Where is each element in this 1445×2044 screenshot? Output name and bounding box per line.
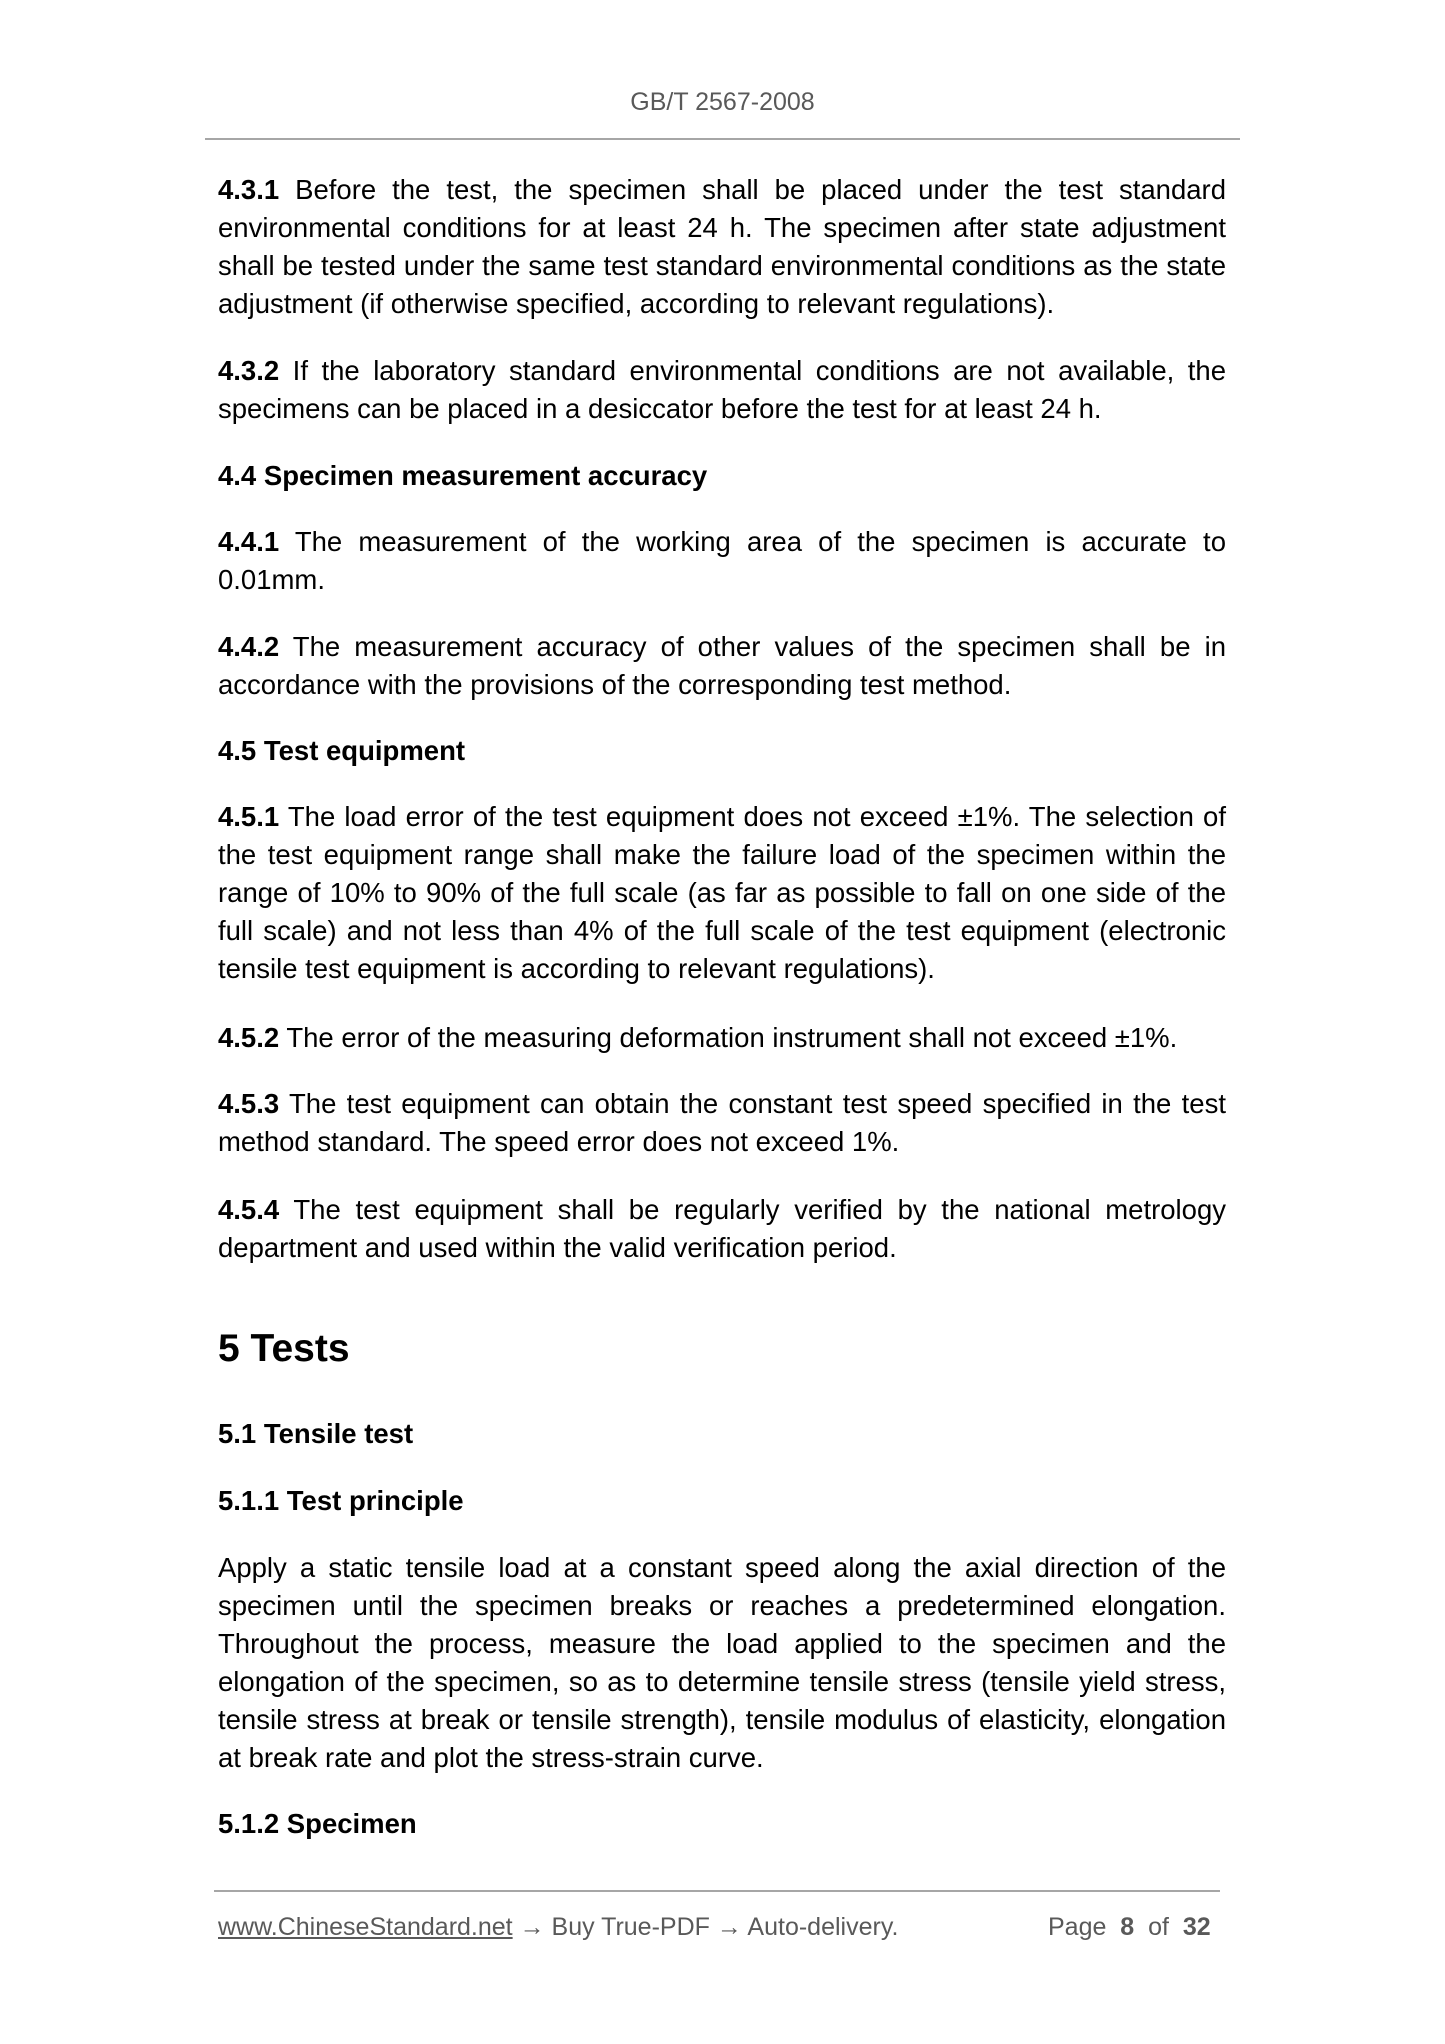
clause-4-5-3 [218,1085,1226,1161]
paragraph-test-principle [218,1549,1226,1777]
total-pages: 32 [1182,1913,1211,1941]
clause-number: 4.4.2 [218,631,280,662]
clause-text: The error of the measuring deformation instrument shall not exceed ±1%. [279,1022,1178,1053]
of-label: of [1148,1913,1169,1941]
heading-4-5: 4.5 Test equipment [218,735,466,766]
header-divider [205,138,1240,140]
clause-text: Before the test, the specimen shall be placed under the test standard environmental conditions for at least 24 h. The specimen after state adjustment shall be tested under the same test standard environmental conditions as the state adjustment (if otherwise specified, according to relevant regulations). [218,174,1226,319]
heading-5-1: 5.1 Tensile test [218,1418,414,1449]
buy-text: Buy True-PDF [551,1913,710,1941]
clause-text: The test equipment can obtain the constant test speed specified in the test method standard. The speed error does not exceed 1%. [218,1088,1226,1157]
clause-number: 4.5.4 [218,1194,280,1225]
heading-5-1-1: 5.1.1 Test principle [218,1485,464,1516]
arrow-icon: → [512,1913,552,1941]
clause-number: 4.5.3 [218,1088,280,1119]
website-link[interactable]: www.ChineseStandard.net [218,1913,513,1941]
clause-number: 4.5.2 [218,1022,280,1053]
clause-text: If the laboratory standard environmental conditions are not available, the specimens can be placed in a desiccator before the test for at least 24 h. [218,355,1226,424]
clause-4-4-1 [218,523,1226,599]
clause-4-4-2 [218,628,1226,704]
document-id-header: GB/T 2567-2008 [630,88,815,116]
clause-4-3-2 [218,352,1226,428]
page-indicator [1048,1912,1211,1942]
current-page: 8 [1120,1913,1135,1941]
clause-text: The load error of the test equipment does not exceed ±1%. The selection of the test equipment range shall make the failure load of the specimen within the range of 10% to 90% of the full scale (as far as possible to fall on one side of the full scale) and not less than 4% of the full scale of the test equipment (electronic tensile test equipment is according to relevant regulations). [218,801,1226,984]
paragraph-text: Apply a static tensile load at a constant speed along the axial direction of the specimen until the specimen breaks or reaches a predetermined elongation. Throughout the process, measure the load applied to the specimen and the elongation of the specimen, so as to determine tensile stress (tensile yield stress, tensile stress at break or tensile strength), tensile modulus of elasticity, elongation at break rate and plot the stress-strain curve. [218,1552,1226,1773]
footer-divider [214,1890,1220,1892]
heading-4-4: 4.4 Specimen measurement accuracy [218,460,708,491]
clause-text: The test equipment shall be regularly verified by the national metrology department and used within the valid verification period. [218,1194,1226,1263]
clause-number: 4.5.1 [218,801,280,832]
heading-5-1-2: 5.1.2 Specimen [218,1808,417,1839]
clause-4-5-1 [218,798,1226,988]
clause-text: The measurement of the working area of the specimen is accurate to 0.01mm. [218,526,1226,595]
footer-promo [218,1912,898,1942]
delivery-text: Auto-delivery. [747,1913,899,1941]
heading-5-tests: 5 Tests [218,1327,350,1370]
clause-number: 4.4.1 [218,526,280,557]
clause-text: The measurement accuracy of other values of the specimen shall be in accordance with the provisions of the corresponding test method. [218,631,1226,700]
arrow-icon: → [709,1913,748,1941]
clause-4-5-4 [218,1191,1226,1267]
clause-number: 4.3.2 [218,355,280,386]
clause-4-5-2 [218,1019,1226,1057]
page-label: Page [1048,1913,1107,1941]
clause-4-3-1 [218,171,1226,323]
clause-number: 4.3.1 [218,174,280,205]
